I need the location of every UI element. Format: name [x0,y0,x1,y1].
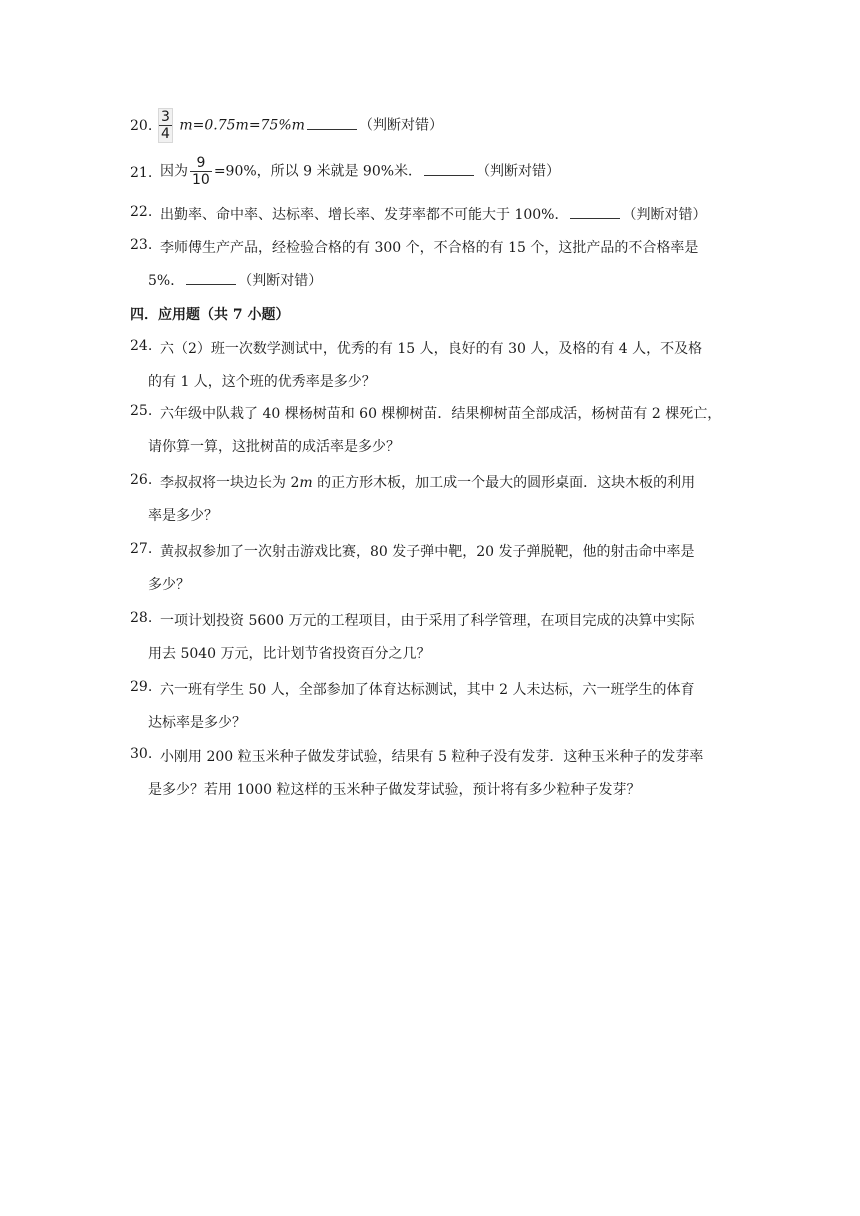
question-number: 28. [130,610,153,626]
answer-blank[interactable] [186,270,236,285]
question-number: 24. [130,338,153,354]
question-number: 30. [130,746,153,762]
answer-blank[interactable] [424,161,474,176]
question-text: =90%，所以 9 米就是 90%米． [213,163,423,180]
question-text-line-1: 李叔叔将一块边长为 2m 的正方形木板，加工成一个最大的圆形桌面．这块木板的利用 [160,475,696,491]
question-number: 21. [130,165,153,181]
question-text-line-1: 六一班有学生 50 人，全部参加了体育达标测试，其中 2 人未达标，六一班学生的体育 [160,682,695,698]
question-number: 22. [130,204,153,220]
judge-hint: （判断对错） [238,273,323,289]
question-text-line-2: 率是多少？ [148,508,218,524]
question-text-line-2: 的有 1 人，这个班的优秀率是多少？ [148,374,376,390]
judge-hint: （判断对错） [476,163,561,180]
fraction-three-quarters: $\frac{3}{4}$ [158,108,173,143]
section-heading: 四．应用题（共 7 小题） [130,307,290,323]
question-text-line-2: 请你算一算，这批树苗的成活率是多少？ [148,439,400,455]
question-text-line-1: 小刚用 200 粒玉米种子做发芽试验，结果有 5 粒种子没有发芽．这种玉米种子的发芽率 [160,749,704,765]
question-text-line-1: 黄叔叔参加了一次射击游戏比赛，80 发子弹中靶，20 发子弹脱靶，他的射击命中率是 [160,544,695,560]
question-text-line-2: 多少？ [148,577,190,593]
question-text: m=0.75m=75%m [179,117,305,134]
judge-hint: （判断对错） [358,117,443,134]
question-text-line-1: 一项计划投资 5600 万元的工程项目，由于采用了科学管理，在项目完成的决算中实际 [160,613,695,629]
question-number: 20. [130,118,153,134]
question-text-line-1: 李师傅生产产品，经检验合格的有 300 个，不合格的有 15 个，这批产品的不合格率是 [160,240,699,256]
question-number: 29. [130,679,153,695]
judge-hint: （判断对错） [622,207,707,223]
question-number: 23. [130,237,153,253]
question-text-prefix: 因为 [160,163,188,180]
question-text-line-1: 六年级中队栽了 40 棵杨树苗和 60 棵柳树苗．结果柳树苗全部成活，杨树苗有 2 棵死亡， [160,406,722,422]
answer-blank[interactable] [307,115,357,130]
question-text-line-2: 用去 5040 万元，比计划节省投资百分之几？ [148,646,431,662]
fraction-nine-tenths: $\frac{9}{10}$ [192,155,210,188]
question-number: 26. [130,472,153,488]
answer-blank[interactable] [570,204,620,219]
question-number: 25. [130,403,153,419]
question-number: 27. [130,541,153,557]
question-text: 出勤率、命中率、达标率、增长率、发芽率都不可能大于 100%． [160,207,569,223]
question-text-line-2: 达标率是多少？ [148,715,246,731]
question-text-line-1: 六（2）班一次数学测试中，优秀的有 15 人，良好的有 30 人，及格的有 4 人，不及格 [160,341,703,357]
question-text-line-2: 5%． [148,273,185,289]
question-text-line-2: 是多少？若用 1000 粒这样的玉米种子做发芽试验，预计将有多少粒种子发芽？ [148,782,641,798]
